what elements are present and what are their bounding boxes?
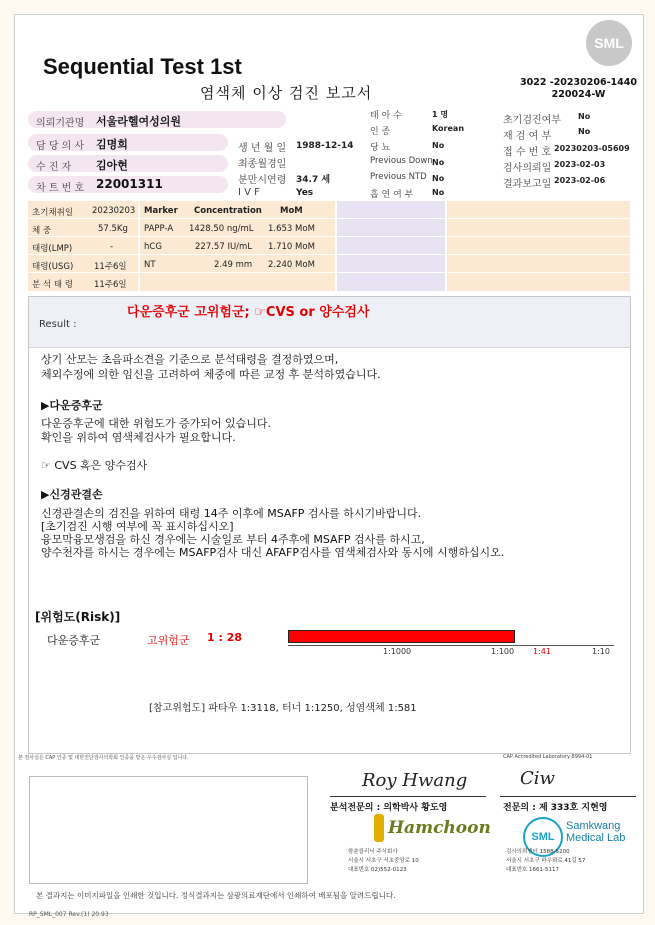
info-label: 인 종 (370, 127, 391, 137)
intro-line: 상기 산모는 초음파소견을 기준으로 분석태령을 결정하였으며, (41, 353, 339, 366)
info-label: 최종월경일 (238, 159, 287, 170)
report-number-line1: 3022 -20230206-1440 (520, 77, 637, 88)
info-label: 결과보고일 (503, 179, 552, 190)
report-subtitle: 염색체 이상 검진 보고서 (200, 84, 373, 102)
doctor-value: 김명희 (96, 138, 128, 151)
info-label: 차 트 번 호 (36, 183, 85, 194)
reference-risk: [참고위험도] 파타우 1:3118, 터너 1:1250, 성염색체 1:581 (149, 703, 417, 714)
signature-1: Roy Hwang (362, 770, 468, 791)
marker-header: Concentration (194, 206, 262, 216)
samkwang-brand (566, 820, 625, 844)
signer-1: 분석전문의 : 의학박사 황도영 (330, 803, 448, 813)
down-line: 다운증후군에 대한 위험도가 증가되어 있습니다. (41, 417, 272, 430)
info-label: 재 검 여 부 (503, 131, 552, 142)
ntd-line: 양수천자를 하시는 경우에는 MSAFP검사 대신 AFAFP검사를 염색체검사와 동시에 시행하십시오. (41, 546, 505, 559)
info-label: 수 진 자 (36, 162, 72, 173)
result-label: Result : (39, 319, 77, 330)
risk-tick-label: 1:41 (533, 647, 551, 656)
comment-box (29, 776, 308, 884)
ivf-value: Yes (296, 188, 314, 198)
ntd-line: [초기검진 시행 여부에 꼭 표시하십시오] (41, 520, 234, 533)
risk-tick-label: 1:100 (491, 647, 515, 656)
footer-cert-note: 본 검사실은 CAP 인증 및 대한진단검사의학회 인증을 받은 우수검사실 입니다. (18, 755, 189, 761)
risk-scale (288, 630, 614, 656)
report-date-value: 2023-02-06 (554, 176, 606, 185)
info-value: Korean (432, 124, 465, 133)
samkwang-address: 검사의뢰센터 1588-5200 서울시 서초구 바우뫼로 41길 57 대표번호 1661-5117 (506, 849, 586, 873)
disclaimer: 본 결과지는 이미지파일을 인쇄한 것입니다. 정식결과지는 삼광의료재단에서 인쇄하여 배포됨을 알려드립니다. (36, 891, 396, 900)
info-label: 태 아 수 (370, 111, 402, 121)
report-number-line2: 220024-W (551, 89, 606, 100)
marker-header: Marker (144, 206, 178, 216)
ntd-line: 융모막융모생검을 하신 경우에는 시술일로 부터 4주후에 MSAFP 검사를 하시고, (41, 533, 425, 546)
form-code: RP_SML_007 Rev.(1) 20.93 (29, 911, 109, 918)
info-label: 생 년 월 일 (238, 143, 287, 154)
info-label: I V F (238, 187, 260, 198)
sample-label: 체 중 (32, 226, 52, 236)
info-value: No (432, 174, 445, 183)
chart-number-value: 22001311 (96, 177, 163, 191)
sample-label: 태령(USG) (32, 262, 74, 272)
result-panel (28, 296, 631, 754)
risk-name: 다운증후군 (47, 634, 101, 647)
age-value: 34.7 세 (296, 175, 331, 185)
ntd-line: 신경관결손의 검진을 위하여 태령 14주 이후에 MSAFP 검사를 하시기바랍니다. (41, 507, 422, 520)
info-value: No (578, 112, 591, 121)
info-label: 흡 연 여 부 (370, 190, 414, 200)
sample-value: - (110, 242, 114, 252)
report-number (520, 77, 637, 101)
down-section-title: ▶다운증후군 (41, 399, 103, 412)
signer-2: 전문의 : 제 333호 지현영 (503, 803, 608, 813)
info-label: 초기검진여부 (503, 115, 561, 126)
sample-label: 분 석 태 령 (32, 280, 73, 290)
accession-value: 20230203-05609 (554, 144, 630, 153)
sml-logo: SML (586, 20, 632, 66)
sample-value: 11주6일 (94, 280, 127, 290)
marker-concentration: 227.57 IU/mL (195, 242, 253, 252)
page-title: Sequential Test 1st (43, 54, 242, 79)
result-header (29, 297, 630, 348)
signature-2: Ciw (520, 768, 555, 789)
intro-line: 체외수정에 의한 임신을 고려하여 체중에 따른 교정 후 분석하였습니다. (41, 368, 381, 381)
institution-value: 서울라헬여성의원 (96, 115, 182, 128)
down-note: ☞ CVS 혹은 양수검사 (41, 459, 148, 472)
patient-value: 김아현 (96, 159, 128, 172)
result-headline: 다운증후군 고위험군; ☞CVS or 양수검사 (127, 305, 370, 320)
info-label: 분만시연령 (238, 175, 287, 186)
info-value: No (432, 141, 445, 150)
info-value: No (432, 158, 445, 167)
info-label: 의뢰기관명 (36, 118, 85, 129)
risk-title: [위험도(Risk)] (35, 610, 121, 624)
marker-name: NT (144, 260, 156, 270)
marker-mom: 1.710 MoM (268, 242, 315, 252)
risk-tick-label: 1:10 (592, 647, 610, 656)
info-label: 담 당 의 사 (36, 141, 85, 152)
sample-marker-table (28, 201, 630, 291)
marker-name: PAPP-A (144, 224, 174, 234)
sample-label: 초기채취일 (32, 208, 74, 218)
risk-ratio: 1 : 28 (207, 631, 243, 644)
hamchoon-logo: Hamchoon (388, 818, 491, 838)
footer-cap-note: CAP Accredited Laboratory 8994-01 (503, 754, 593, 760)
marker-name: hCG (144, 242, 162, 252)
marker-header: MoM (280, 206, 303, 216)
marker-concentration: 1428.50 ng/mL (189, 224, 254, 234)
hamchoon-address: 함춘클리닉 주식회사 서울시 서초구 서초중앙로 10 대표번호 02)552-0123 (348, 849, 419, 873)
sample-value: 57.5Kg (98, 224, 128, 234)
sample-value: 11주6일 (94, 262, 127, 272)
ntd-section-title: ▶신경관결손 (41, 488, 103, 501)
hamchoon-icon (374, 814, 384, 842)
info-label: 접 수 번 호 (503, 147, 552, 158)
down-line: 확인을 위하여 염색체검사가 필요합니다. (41, 431, 236, 444)
risk-tick-label: 1:1000 (383, 647, 412, 656)
info-value: No (578, 127, 591, 136)
info-label: 검사의뢰일 (503, 163, 552, 174)
info-label: Previous Down (370, 156, 433, 166)
sml-lab-logo: SML (523, 817, 563, 857)
sample-label: 태령(LMP) (32, 244, 73, 254)
risk-bar (288, 630, 515, 643)
brand-line: Medical Lab (566, 832, 626, 844)
marker-mom: 1.653 MoM (268, 224, 315, 234)
info-value: 1 명 (432, 110, 449, 119)
marker-concentration: 2.49 mm (214, 260, 253, 270)
info-label: Previous NTD (370, 172, 427, 182)
request-date-value: 2023-02-03 (554, 160, 606, 169)
marker-mom: 2.240 MoM (268, 260, 315, 270)
brand-line: Samkwang (566, 820, 621, 832)
info-value: No (432, 188, 445, 197)
birthdate-value: 1988-12-14 (296, 141, 354, 151)
sample-value: 20230203 (92, 206, 136, 216)
info-label: 당 뇨 (370, 143, 391, 153)
risk-axis (288, 645, 614, 646)
risk-level: 고위험군 (147, 634, 190, 647)
